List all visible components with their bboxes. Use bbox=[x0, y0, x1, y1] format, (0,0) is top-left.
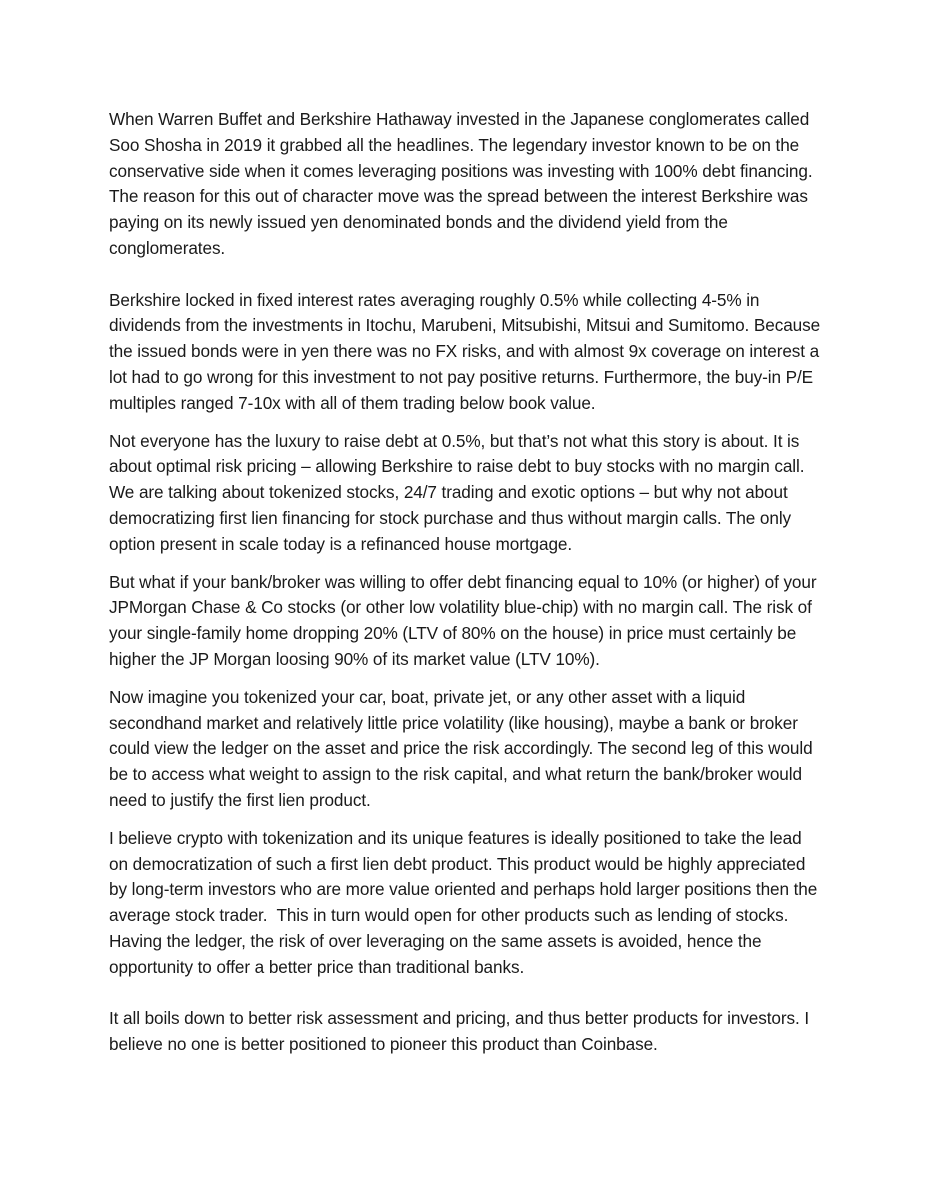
paragraph-buffett-shosha: When Warren Buffet and Berkshire Hathaway invested in the Japanese conglomerates called Soo Shosha in 2019 it grabbed all the headlines. The legendary investor known to be on the conservative side when it comes leveraging positions was investing with 100% debt financing. The reason for this out of character move was the spread between the interest Berkshire was paying on its newly issued yen denominated bonds and the dividend yield from the conglomerates. bbox=[109, 109, 817, 258]
paragraph-fixed-rates: Berkshire locked in fixed interest rates averaging roughly 0.5% while collecting 4-5% in dividends from the investments in Itochu, Marubeni, Mitsubishi, Mitsui and Sumitomo. Because the issued bonds were in yen there was no FX risks, and with almost 9x coverage on interest a lot had to go wrong for this investment to not pay positive returns. Furthermore, the buy-in P/E multiples ranged 7-10x with all of them trading below book value. bbox=[109, 289, 825, 413]
paragraph-tokenized-assets: Now imagine you tokenized your car, boat, private jet, or any other asset with a liquid secondhand market and relatively little price volatility (like housing), maybe a bank or broker could view the ledger on the asset and price the risk accordingly. The second leg of this would be to access what weight to assign to the risk capital, and what return the bank/broker would need to justify the first lien product. bbox=[109, 686, 818, 810]
paragraph-crypto-first-lien: I believe crypto with tokenization and its unique features is ideally positioned to take the lead on democratization of such a first lien debt product. This product would be highly appreciated by long-term investors who are more value oriented and perhaps hold larger positions then the average stock trader. This in turn would open for other products such as lending of stocks. Having the ledger, the risk of over leveraging on the same assets is avoided, hence the opportunity to offer a better price than traditional banks. bbox=[109, 827, 822, 977]
document-body bbox=[109, 107, 825, 1070]
paragraph-bank-financing: But what if your bank/broker was willing to offer debt financing equal to 10% (or higher) of your JPMorgan Chase & Co stocks (or other low volatility blue-chip) with no margin call. The risk of your single-family home dropping 20% (LTV of 80% on the house) in price must certainly be higher the JP Morgan loosing 90% of its market value (LTV 10%). bbox=[109, 571, 822, 669]
paragraph-risk-pricing: Not everyone has the luxury to raise debt at 0.5%, but that’s not what this story is about. It is about optimal risk pricing – allowing Berkshire to raise debt to buy stocks with no margin call. We are talking about tokenized stocks, 24/7 trading and exotic options – but why not about democratizing first lien financing for stock purchase and thus without margin calls. The only option present in scale today is a refinanced house mortgage. bbox=[109, 430, 810, 554]
paragraph-conclusion: It all boils down to better risk assessment and pricing, and thus better products for investors. I believe no one is better positioned to pioneer this product than Coinbase. bbox=[109, 1008, 814, 1055]
